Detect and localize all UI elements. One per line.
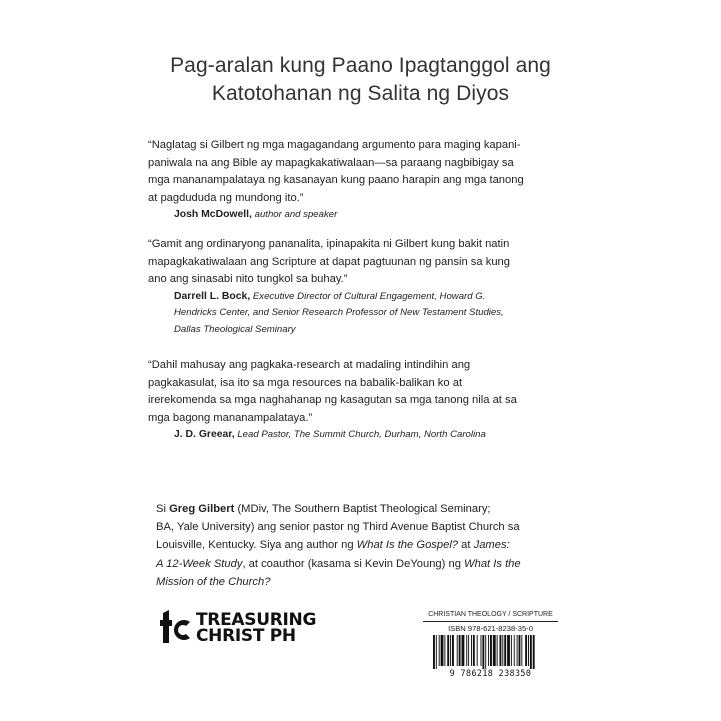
barcode-bar (439, 635, 440, 666)
barcode-bar (528, 635, 529, 666)
bio-text: , at coauthor (kasama si Kevin DeYoung) ng (242, 557, 465, 570)
endorsement-line: mapagkakatiwalaan ang Scripture at dapat pagtuunan ng pansin sa kung (148, 255, 510, 268)
endorsement-greear (148, 357, 568, 444)
barcode-bar (436, 635, 437, 669)
barcode-bar (462, 635, 465, 666)
endorsement-attribution (148, 207, 568, 224)
endorser-role: Dallas Theological Seminary (174, 323, 296, 335)
barcode-bar (507, 635, 510, 666)
barcode-bar (488, 635, 489, 666)
barcode-bar (517, 635, 518, 666)
book-title: What Is the Gospel? (356, 539, 459, 552)
author-name: Greg Gilbert (169, 503, 235, 515)
endorsement-text (148, 137, 568, 207)
author-bio (156, 500, 576, 591)
endorsement-line: pagkakasulat, isa ito sa mga resources na babalik-balikan ko at (148, 376, 463, 389)
endorser-name: J. D. Greear, (174, 429, 235, 441)
barcode-bar (459, 635, 461, 666)
endorsement-line: ano ang sinasabi nito tungkol sa buhay.” (148, 273, 348, 286)
barcode-bar (466, 635, 467, 666)
endorsement-line: “Naglatag si Gilbert ng mga magagandang argumento para maging kapani- (148, 139, 521, 151)
endorsement-line: irerekomenda sa mga naghahanap ng kasagutan sa mga tanong nila at sa (148, 394, 517, 407)
barcode-bar (482, 635, 484, 669)
publisher-logo (160, 610, 316, 646)
isbn-number: ISBN 978-621-8238-35-0 (448, 624, 533, 633)
barcode-bar (521, 635, 522, 666)
bio-text: (MDiv, The Southern Baptist Theological Seminary; (234, 503, 491, 515)
barcode-digits: 9 786218 238350 (449, 668, 532, 678)
barcode-bar (457, 635, 458, 666)
headline-line-1: Pag-aralan kung Paano Ipagtanggol ang (170, 54, 551, 77)
endorser-role: Lead Pastor, The Summit Church, Durham, North Carolina (234, 429, 486, 441)
isbn-barcode-block (423, 610, 558, 682)
barcode-bar (447, 635, 449, 666)
barcode-bar (485, 635, 486, 669)
bisac-category: CHRISTIAN THEOLOGY / SCRIPTURE (428, 611, 553, 618)
barcode-bar (490, 635, 492, 666)
endorsement-line: “Gamit ang ordinaryong pananalita, ipinapakita ni Gilbert kung bakit natin (148, 238, 510, 250)
barcode-bar (468, 635, 469, 666)
book-title: Mission of the Church? (156, 575, 271, 588)
endorsement-line: “Dahil mahusay ang pagkaka-research at madaling intindihin ang (148, 359, 471, 371)
barcode-bar (497, 635, 498, 666)
publisher-name-line-1: TREASURING (196, 610, 317, 630)
endorsement-line: mga mananampalataya ng kasanayan kung paano harapin ang mga tanong (148, 174, 524, 187)
barcode-bar (500, 635, 502, 666)
endorsement-bock (148, 236, 568, 338)
barcode-bar (504, 635, 506, 666)
barcode-bar (525, 635, 527, 666)
barcode-bar (514, 635, 515, 666)
endorsement-attribution (148, 289, 568, 339)
barcode-bar (452, 635, 454, 666)
publisher-name-line-2: CHRIST PH (196, 626, 296, 646)
book-title: A 12-Week Study (156, 557, 243, 570)
bio-text: Louisville, Kentucky. Siya ang author ng (156, 539, 357, 552)
endorser-role: author and speaker (251, 209, 338, 221)
barcode-bar (471, 635, 472, 666)
barcode-bar (493, 635, 496, 666)
endorsement-text (148, 357, 568, 427)
back-cover-headline (0, 52, 721, 108)
barcode-bar (519, 635, 521, 666)
bio-text: Si (156, 503, 170, 515)
book-title: James: (473, 539, 510, 552)
barcode-divider (423, 621, 558, 622)
publisher-name (196, 612, 316, 644)
endorser-role: Executive Director of Cultural Engagement, Howard G. (250, 290, 486, 302)
barcode-bar (450, 635, 451, 666)
barcode-bar (533, 635, 535, 669)
endorsement-text (148, 236, 568, 289)
endorsement-mcdowell (148, 137, 568, 224)
barcode-bar (444, 635, 445, 666)
endorsement-line: mga bagong mananampalataya.” (148, 411, 313, 424)
endorser-role: Hendricks Center, and Senior Research Professor of New Testament Studies, (174, 307, 504, 319)
barcode-bars (423, 635, 558, 669)
barcode-bar (433, 635, 435, 669)
barcode-bar (477, 635, 478, 666)
endorser-name: Darrell L. Bock, (174, 290, 251, 302)
barcode-bar (502, 635, 503, 666)
publisher-logo-mark-icon (160, 610, 192, 646)
bio-text: at (458, 539, 474, 552)
barcode-bar (441, 635, 444, 666)
endorsement-line: paniwala na ang Bible ay mapagkakatiwalaan—sa paraang nagbibigay sa (148, 156, 514, 169)
endorsement-attribution (148, 427, 568, 444)
book-title: What Is the (464, 557, 521, 570)
barcode-bar (473, 635, 475, 666)
barcode-bar (511, 635, 512, 666)
barcode-bar (530, 635, 532, 669)
endorser-name: Josh McDowell, (174, 209, 252, 221)
endorsement-line: at pagdududa ng mundong ito.” (148, 191, 304, 204)
barcode-bar (481, 635, 482, 666)
bio-text: BA, Yale University) ang senior pastor ng Third Avenue Baptist Church sa (156, 521, 520, 534)
headline-line-2: Katotohanan ng Salita ng Diyos (211, 82, 510, 105)
